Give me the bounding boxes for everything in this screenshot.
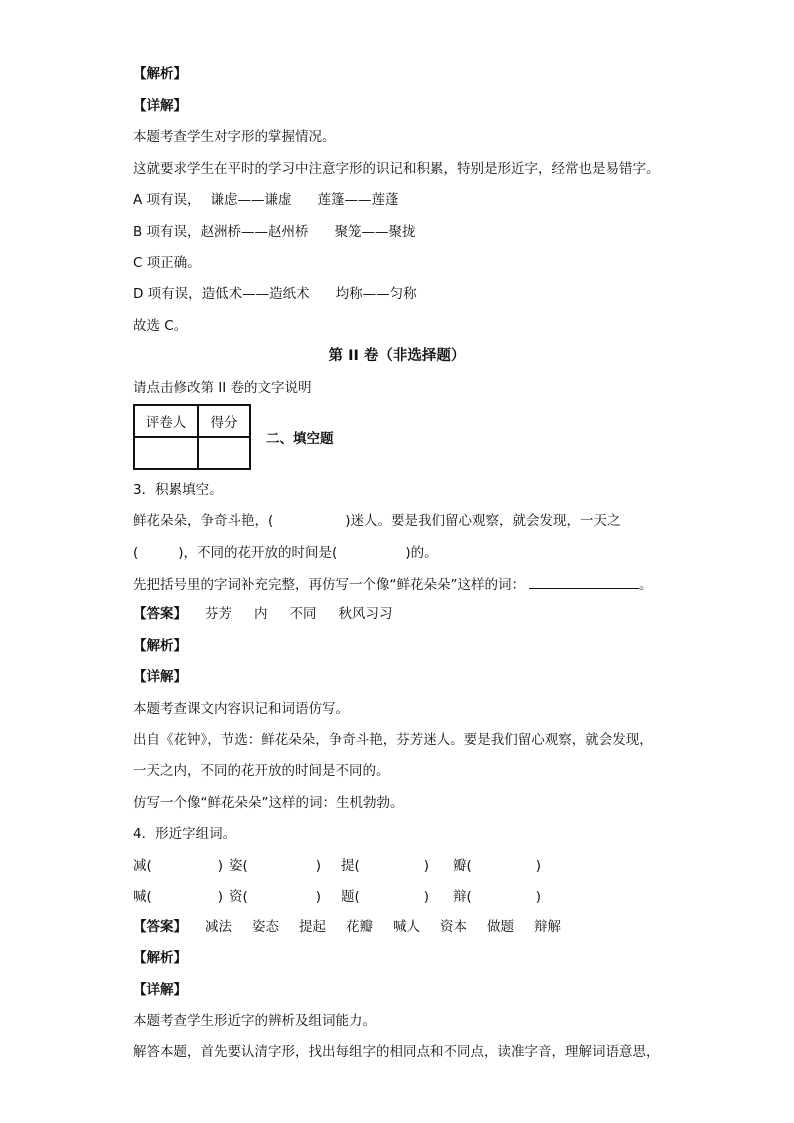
detail-heading: 【详解】 [133,98,187,114]
final-choice: 故选 C。 [133,318,188,334]
answer-item: 做题 [487,919,514,935]
bracket: ) [217,889,224,905]
option-b-explanation [133,222,416,242]
explanation-line: 这就要求学生在平时的学习中注意字形的识记和积累，特别是形近字，经常也是易错字。 [133,161,660,177]
analysis-heading: 【解析】 [133,950,187,966]
text-fragment: ( [133,545,139,561]
question-3-answer [133,604,393,624]
detail-heading: 【详解】 [133,669,187,685]
text-fragment: )迷人。要是我们留心观察，就会发现，一天之 [345,513,621,529]
char-item: 资( [229,889,248,905]
answer-item: 减法 [205,919,232,935]
question-4-answer [133,917,561,937]
question-4-row [133,856,541,876]
score-table [133,404,251,470]
answer-item: 花瓣 [346,919,373,935]
detail-heading: 【详解】 [133,982,187,998]
bracket: ) [423,858,430,874]
correction: 莲篷——莲蓬 [317,192,399,208]
score-cell [198,437,250,469]
bracket: ) [315,889,322,905]
text-fragment: 先把括号里的字词补充完整，再仿写一个像“鲜花朵朵”这样的词： [133,577,525,593]
bracket: ) [315,858,322,874]
answer-item: 辩解 [534,919,561,935]
explanation-line: 本题考查课文内容识记和词语仿写。 [133,701,349,717]
bracket: ) [535,889,542,905]
bracket: ) [535,858,542,874]
grader-label: 评卷人 [134,405,198,437]
question-4-row [133,887,541,907]
answer-blank [529,574,639,589]
option-c-explanation: C 项正确。 [133,255,201,271]
explanation-line: 本题考查学生形近字的辨析及组词能力。 [133,1013,376,1029]
correction: 赵洲桥——赵州桥 [200,224,309,240]
correction: 造低术——造纸术 [201,286,310,302]
analysis-heading: 【解析】 [133,638,187,654]
fill-section-title: 二、填空题 [266,431,334,447]
answer-item: 喊人 [393,919,420,935]
answer-item: 提起 [299,919,326,935]
score-label: 得分 [198,405,250,437]
option-d-explanation [133,284,417,304]
bracket: ) [423,889,430,905]
answer-label: 【答案】 [133,606,187,622]
bracket: ) [217,858,224,874]
char-item: 喊( [133,889,152,905]
char-item: 减( [133,858,152,874]
text-fragment: 。 [639,577,653,593]
question-4-title: 4．形近字组词。 [133,826,237,842]
char-item: 提( [341,858,360,874]
correction: 聚笼——聚拢 [334,224,416,240]
answer-item: 芬芳 [205,606,232,622]
char-item: 瓣( [453,858,472,874]
text-fragment: 鲜花朵朵，争奇斗艳，( [133,513,274,529]
grader-cell [134,437,198,469]
option-label: A 项有误， [133,192,201,208]
answer-item: 秋风习习 [338,606,393,622]
char-item: 姿( [229,858,248,874]
explanation-line: 解答本题，首先要认清字形，找出每组字的相同点和不同点，读准字音，理解词语意思， [133,1044,660,1060]
char-item: 辩( [453,889,472,905]
question-3-prompt [133,574,653,595]
question-3-text [133,543,438,563]
analysis-heading: 【解析】 [133,66,187,82]
option-label: B 项有误， [133,224,201,240]
answer-label: 【答案】 [133,919,187,935]
option-label: D 项有误， [133,286,202,302]
char-item: 题( [341,889,360,905]
explanation-line: 仿写一个像“鲜花朵朵”这样的词：生机勃勃。 [133,795,404,811]
answer-item: 资本 [440,919,467,935]
question-3-text [133,511,621,531]
question-3-title: 3．积累填空。 [133,482,223,498]
correction: 谦虑——谦虚 [210,192,292,208]
section-note[interactable]: 请点击修改第 II 卷的文字说明 [133,380,312,396]
explanation-line: 一天之内，不同的花开放的时间是不同的。 [133,763,390,779]
answer-item: 内 [254,606,268,622]
correction: 均称——匀称 [335,286,417,302]
section-title: 第 II 卷（非选择题） [328,348,466,364]
explanation-line: 出自《花钟》，节选：鲜花朵朵，争奇斗艳，芬芳迷人。要是我们留心观察，就会发现， [133,732,653,748]
text-fragment: )，不同的花开放的时间是( [178,545,338,561]
text-fragment: )的。 [405,545,438,561]
option-a-explanation [133,190,399,210]
answer-item: 姿态 [252,919,279,935]
explanation-line: 本题考查学生对字形的掌握情况。 [133,129,336,145]
answer-item: 不同 [289,606,317,622]
